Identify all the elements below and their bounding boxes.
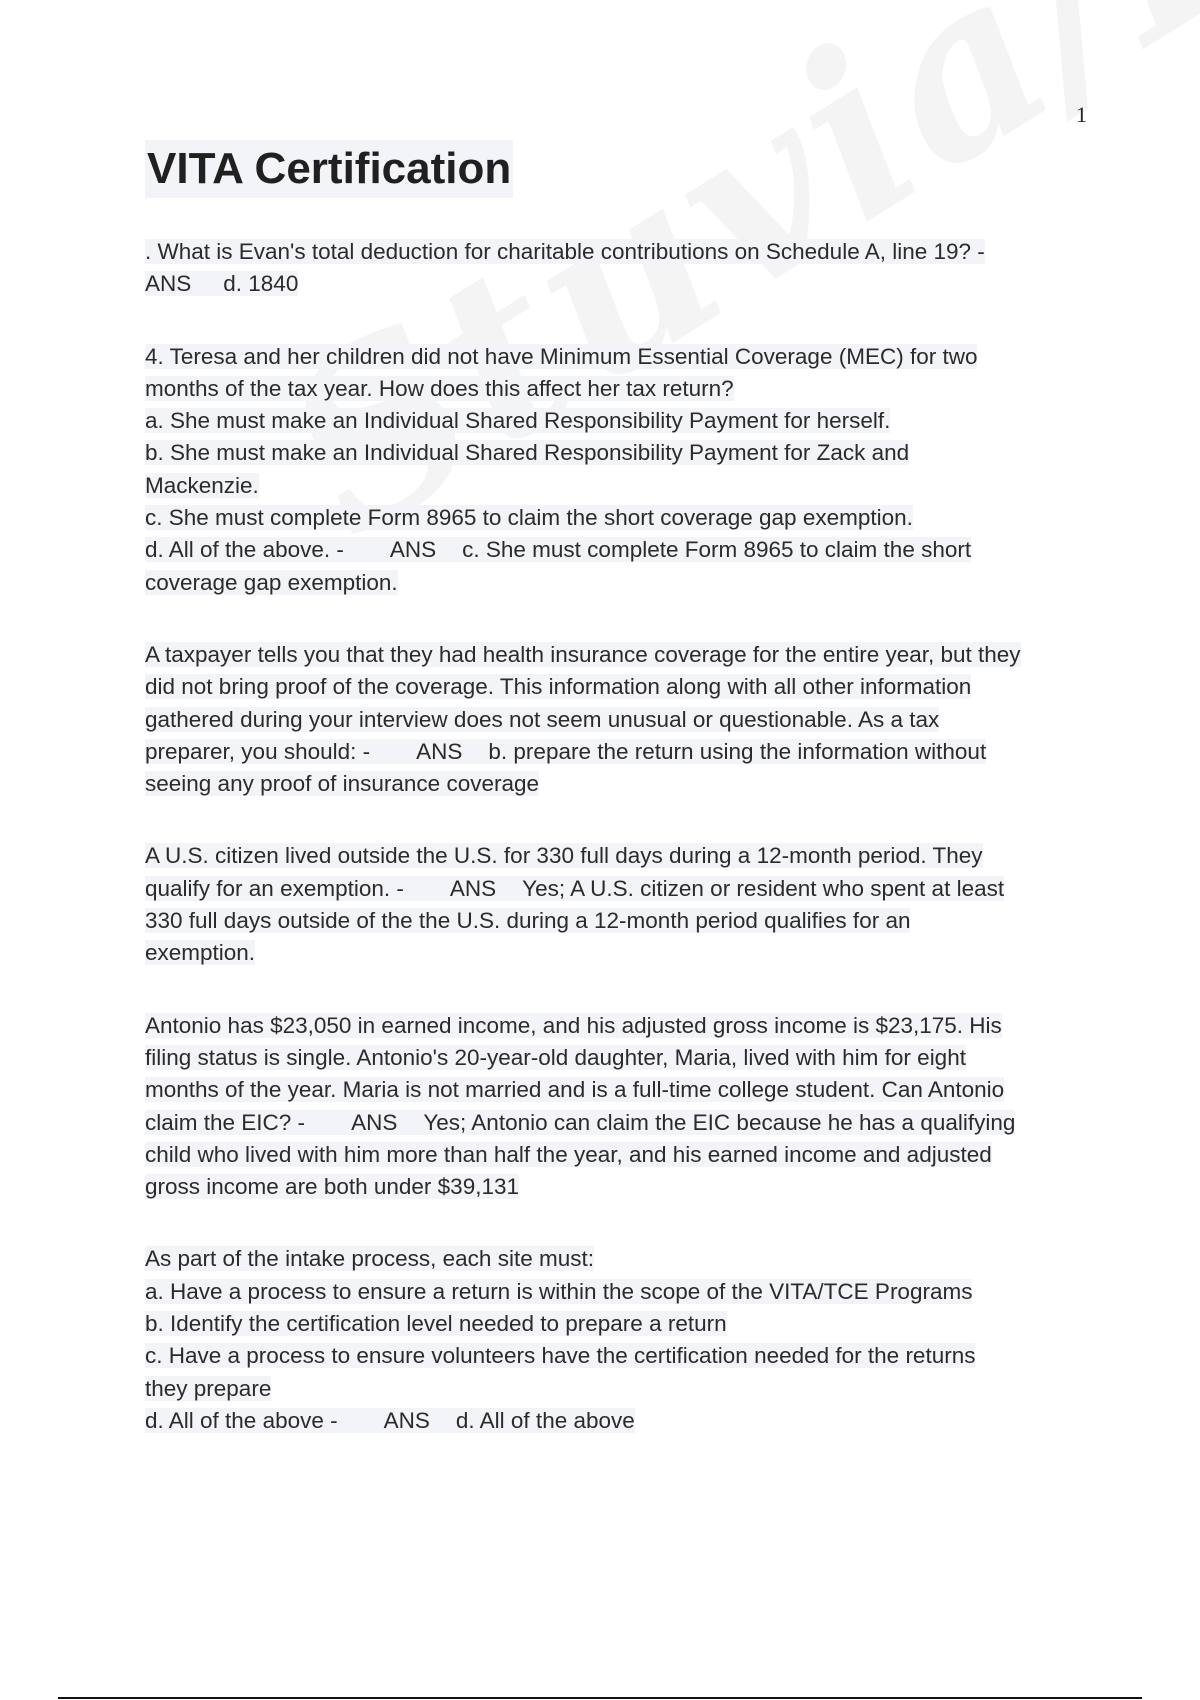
question-text: months of the tax year. How does this affect her tax return? [145,375,734,401]
answer-text: c. She must complete Form 8965 to claim the short [462,537,972,563]
option-c: they prepare [145,1375,272,1401]
answer-text: Yes; Antonio can claim the EIC because he has a qualifying [423,1109,1016,1135]
option-b: b. She must make an Individual Shared Responsibility Payment for Zack and [145,440,910,466]
question-text: A taxpayer tells you that they had health insurance coverage for the entire year, but they [145,641,1021,667]
ans-label: ANS [145,271,192,297]
ans-label: ANS [416,738,463,764]
question-text: qualify for an exemption. - [145,875,404,901]
answer-text: seeing any proof of insurance coverage [145,771,540,797]
question-text: months of the year. Maria is not married and is a full-time college student. Can Antonio [145,1077,1005,1103]
qa-block-5 [145,1010,1095,1204]
answer-text: gross income are both under $39,131 [145,1174,519,1200]
answer-text: Yes; A U.S. citizen or resident who spent at least [522,875,1005,901]
ans-label: ANS [383,1407,430,1433]
question-text: did not bring proof of the coverage. This information along with all other information [145,674,972,700]
option-c: c. Have a process to ensure volunteers have the certification needed for the returns [145,1343,976,1369]
question-text: filing status is single. Antonio's 20-year-old daughter, Maria, lived with him for eight [145,1044,966,1070]
answer-text: 330 full days outside of the the U.S. during a 12-month period qualifies for an [145,908,911,934]
option-b: b. Identify the certification level needed to prepare a return [145,1311,727,1337]
question-text: 4. Teresa and her children did not have Minimum Essential Coverage (MEC) for two [145,343,978,369]
ans-label: ANS [449,875,497,901]
answer-text: b. prepare the return using the information without [488,738,987,764]
document-body [145,140,1095,1437]
question-text: Antonio has $23,050 in earned income, and his adjusted gross income is $23,175. His [145,1012,1002,1038]
question-text: . What is Evan's total deduction for charitable contributions on Schedule A, line 19? - [145,239,985,264]
option-b: Mackenzie. [145,472,259,498]
answer-text: d. All of the above [455,1407,635,1433]
option-d: d. All of the above - [145,1407,338,1433]
question-text: preparer, you should: - [145,738,371,764]
answer-text: child who lived with him more than half the year, and his earned income and adjusted [145,1141,992,1167]
question-text: As part of the intake process, each site must: [145,1246,594,1272]
footer-rule [58,1697,1142,1699]
option-d: d. All of the above. - [145,537,344,563]
ans-label: ANS [389,537,437,563]
answer-text: coverage gap exemption. [145,569,398,595]
question-text: claim the EIC? - [145,1109,306,1135]
option-c: c. She must complete Form 8965 to claim the short coverage gap exemption. [145,505,913,531]
question-text: gathered during your interview does not seem unusual or questionable. As a tax [145,706,940,732]
qa-block-3 [145,639,1095,800]
qa-block-1 [145,236,1095,301]
option-a: a. She must make an Individual Shared Responsibility Payment for herself. [145,408,891,434]
qa-block-4 [145,840,1095,969]
answer-text: exemption. [145,940,256,966]
answer-text: d. 1840 [223,271,299,297]
page-number: 1 [1076,102,1087,127]
qa-block-6 [145,1243,1095,1437]
question-text: A U.S. citizen lived outside the U.S. for 330 full days during a 12-month period. They [145,843,983,869]
page-title: VITA Certification [145,140,513,198]
qa-block-2 [145,341,1095,599]
option-a: a. Have a process to ensure a return is within the scope of the VITA/TCE Programs [145,1278,973,1304]
ans-label: ANS [351,1109,398,1135]
